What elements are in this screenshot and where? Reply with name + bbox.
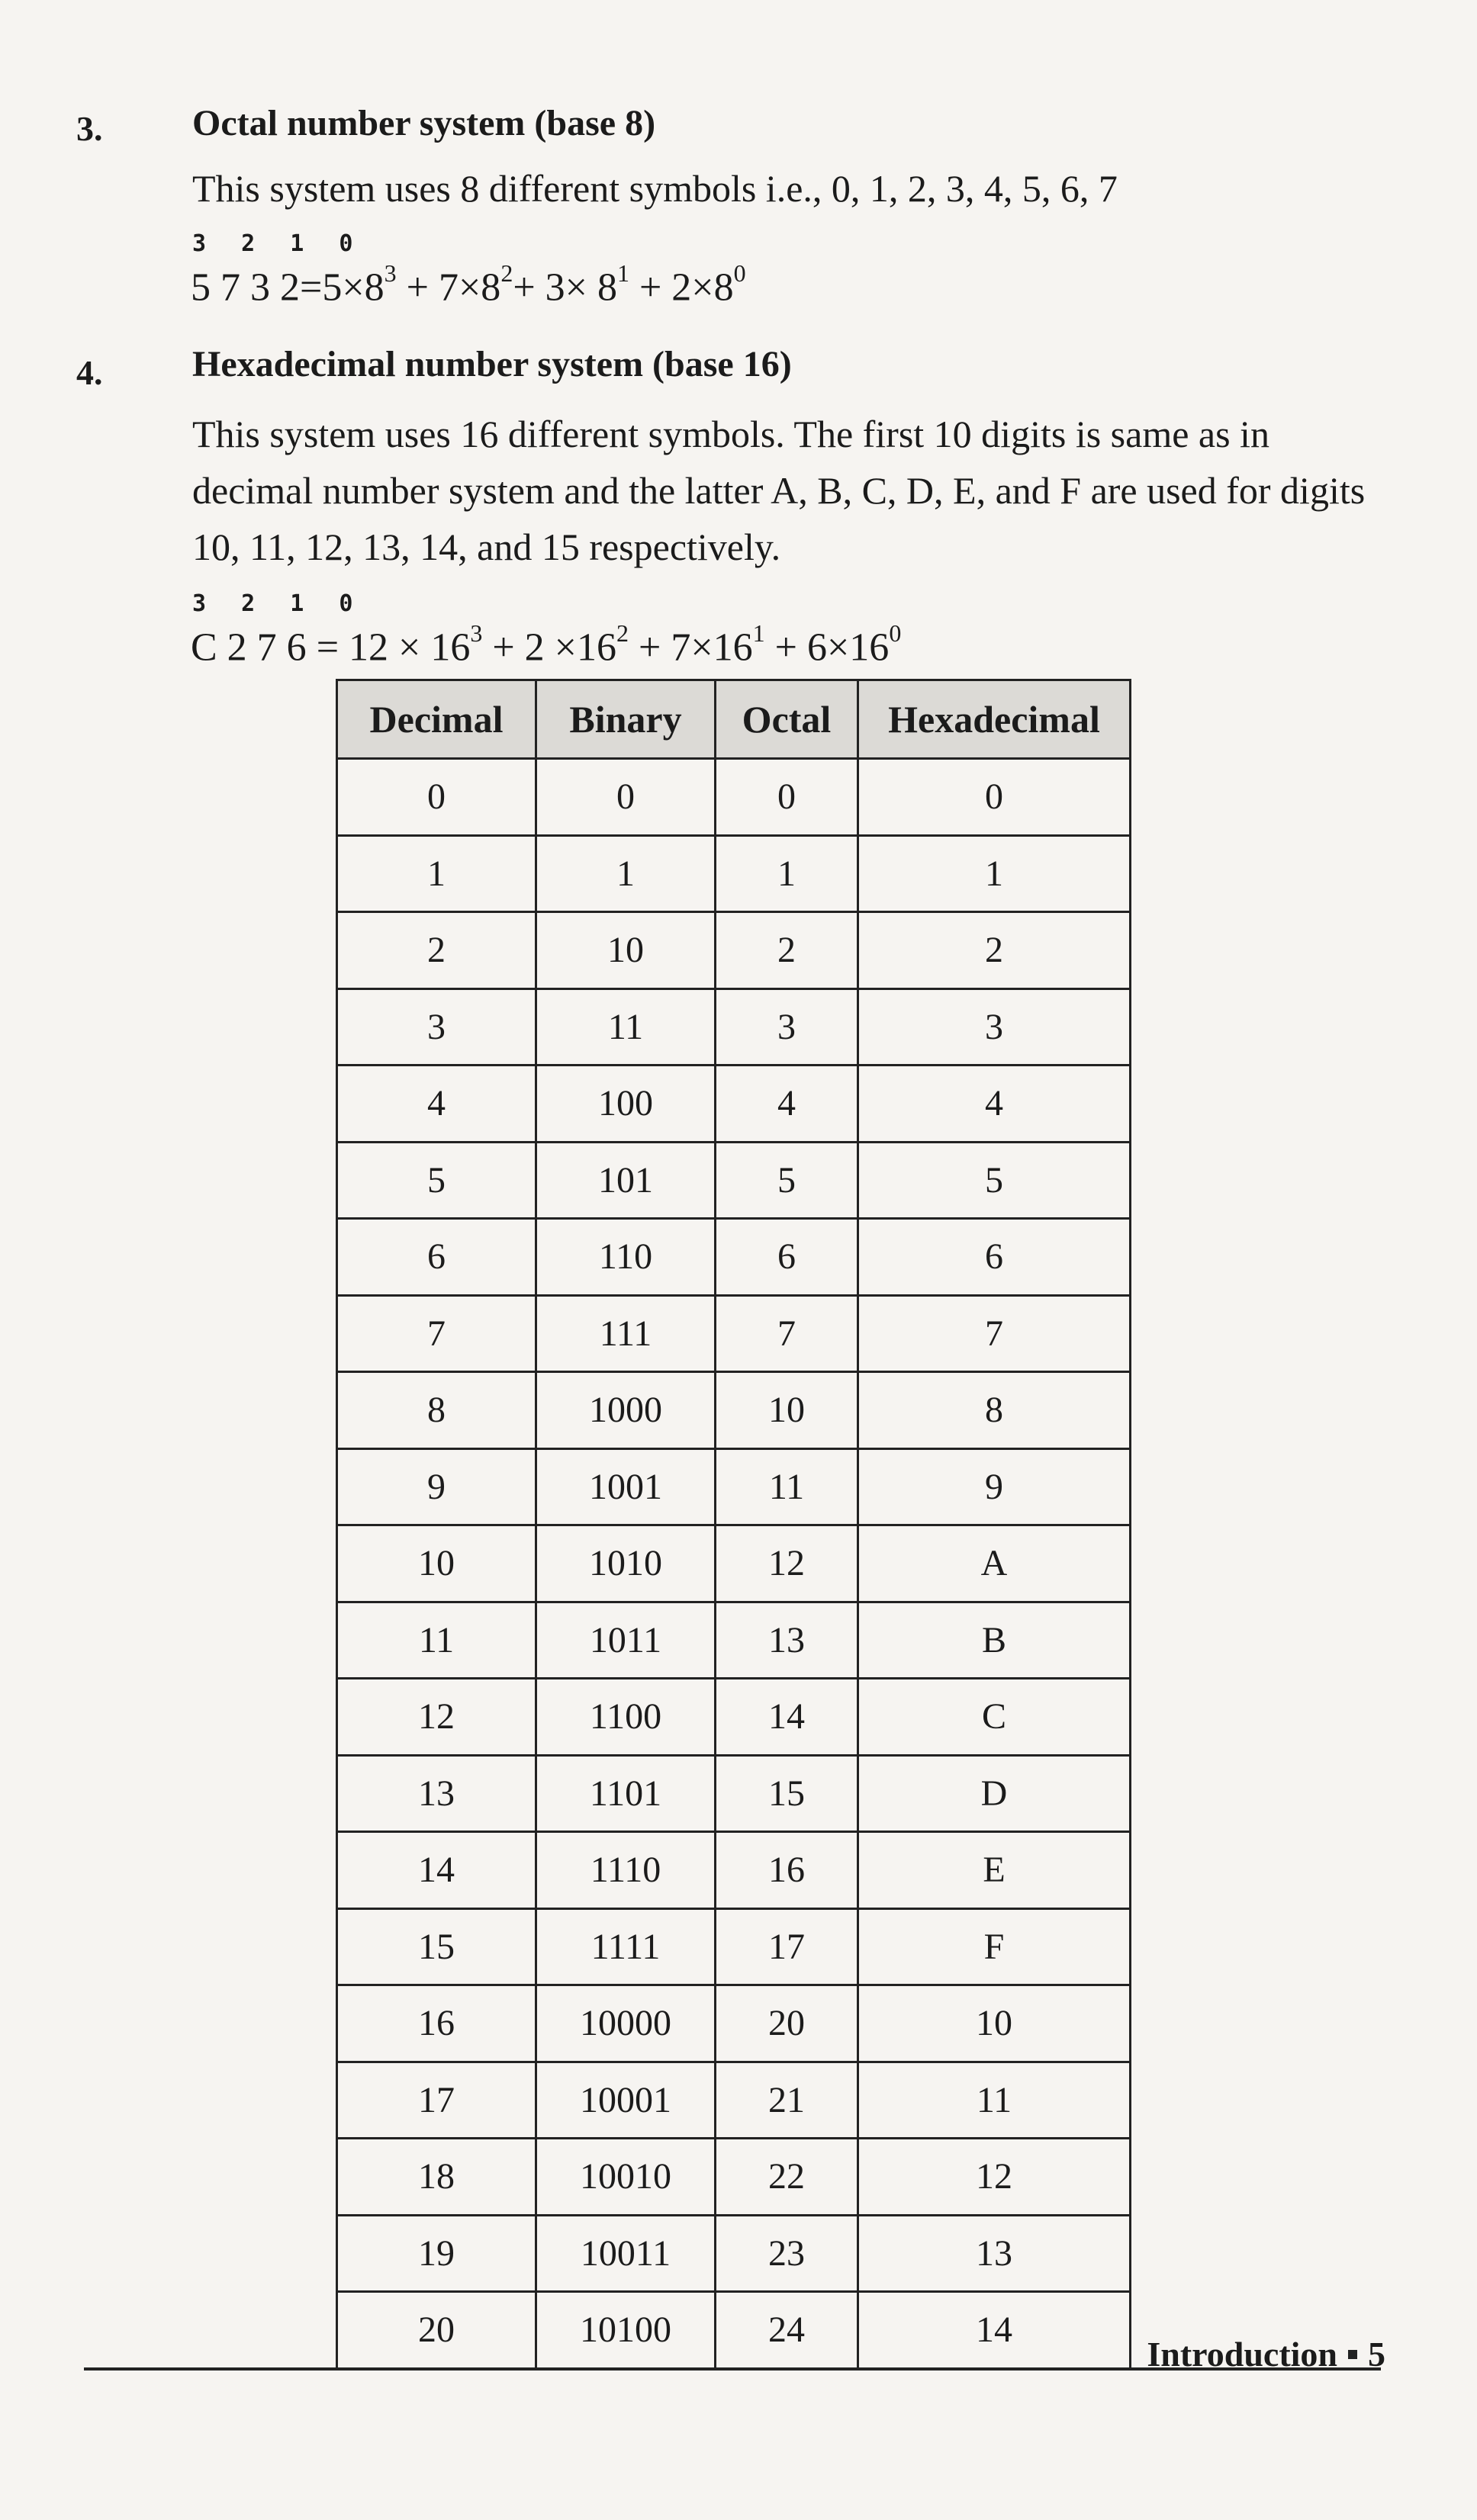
table-row — [337, 912, 1131, 989]
decimal-cell: 19 — [337, 2215, 536, 2292]
hex-formula-term-3: + 7×16 — [629, 625, 753, 670]
binary-cell: 1011 — [536, 1602, 716, 1679]
octal-section-number: 3. — [76, 109, 103, 148]
binary-cell: 10011 — [536, 2215, 716, 2292]
page-footer — [1147, 2334, 1385, 2374]
table-row — [337, 2139, 1131, 2216]
octal-formula-exp-2: 2 — [500, 259, 513, 287]
hex-section-title: Hexadecimal number system (base 16) — [192, 344, 792, 384]
table-row — [337, 1525, 1131, 1602]
hex-formula-exp-2: 2 — [616, 619, 629, 647]
table-row — [337, 759, 1131, 836]
binary-cell: 10 — [536, 912, 716, 989]
number-system-conversion-table — [336, 679, 1131, 2370]
octal-description: This system uses 8 different symbols i.e., 0, 1, 2, 3, 4, 5, 6, 7 — [192, 167, 1118, 210]
octal-cell: 22 — [716, 2139, 858, 2216]
decimal-cell: 11 — [337, 1602, 536, 1679]
decimal-cell: 2 — [337, 912, 536, 989]
decimal-cell: 16 — [337, 1985, 536, 2062]
hex-expansion-formula — [191, 619, 902, 670]
hex-section-number: 4. — [76, 353, 103, 392]
binary-cell: 110 — [536, 1219, 716, 1296]
octal-formula-exp-1: 3 — [384, 259, 397, 287]
hex-formula-exp-3: 1 — [752, 619, 765, 647]
binary-cell: 0 — [536, 759, 716, 836]
hex-formula-term-4: + 6×16 — [764, 625, 890, 670]
hex-cell: A — [858, 1525, 1131, 1602]
footer-page-number: 5 — [1368, 2335, 1385, 2374]
table-row — [337, 1985, 1131, 2062]
octal-cell: 2 — [716, 912, 858, 989]
octal-cell: 23 — [716, 2215, 858, 2292]
octal-cell: 16 — [716, 1832, 858, 1909]
octal-formula-exp-4: 0 — [733, 259, 746, 287]
hex-cell: 1 — [858, 835, 1131, 912]
header-hexadecimal: Hexadecimal — [858, 680, 1131, 759]
hex-formula-exp-4: 0 — [889, 619, 902, 647]
decimal-cell: 7 — [337, 1295, 536, 1372]
hex-cell: 14 — [858, 2292, 1131, 2369]
octal-formula-term-2: + 7×8 — [396, 265, 501, 310]
octal-section-title: Octal number system (base 8) — [192, 103, 656, 143]
octal-cell: 11 — [716, 1448, 858, 1525]
decimal-cell: 18 — [337, 2139, 536, 2216]
hex-position-labels: 3 2 1 0 — [192, 590, 364, 617]
octal-cell: 10 — [716, 1372, 858, 1449]
binary-cell: 11 — [536, 988, 716, 1066]
binary-cell: 111 — [536, 1295, 716, 1372]
table-row — [337, 1832, 1131, 1909]
hex-cell: 8 — [858, 1372, 1131, 1449]
hex-cell: 0 — [858, 759, 1131, 836]
hex-formula-lhs: C 2 7 6 — [191, 625, 307, 670]
table-row — [337, 1755, 1131, 1832]
hex-cell: C — [858, 1679, 1131, 1756]
hex-cell: 3 — [858, 988, 1131, 1066]
octal-cell: 13 — [716, 1602, 858, 1679]
binary-cell: 10001 — [536, 2062, 716, 2139]
octal-expansion-formula — [191, 259, 746, 310]
hex-cell: 12 — [858, 2139, 1131, 2216]
hex-cell: F — [858, 1908, 1131, 1985]
decimal-cell: 20 — [337, 2292, 536, 2369]
table-row — [337, 2062, 1131, 2139]
decimal-cell: 3 — [337, 988, 536, 1066]
hex-formula-term-2: + 2 ×16 — [482, 625, 616, 670]
octal-cell: 7 — [716, 1295, 858, 1372]
octal-formula-term-1: =5×8 — [300, 265, 385, 310]
decimal-cell: 15 — [337, 1908, 536, 1985]
hex-cell: 5 — [858, 1142, 1131, 1219]
table-row — [337, 2215, 1131, 2292]
hex-cell: 2 — [858, 912, 1131, 989]
octal-cell: 1 — [716, 835, 858, 912]
octal-cell: 21 — [716, 2062, 858, 2139]
binary-cell: 1100 — [536, 1679, 716, 1756]
decimal-cell: 14 — [337, 1832, 536, 1909]
decimal-cell: 0 — [337, 759, 536, 836]
binary-cell: 10100 — [536, 2292, 716, 2369]
octal-cell: 4 — [716, 1066, 858, 1143]
octal-cell: 24 — [716, 2292, 858, 2369]
hex-formula-exp-1: 3 — [470, 619, 483, 647]
decimal-cell: 5 — [337, 1142, 536, 1219]
hex-cell: 11 — [858, 2062, 1131, 2139]
octal-position-labels: 3 2 1 0 — [192, 230, 364, 257]
binary-cell: 1010 — [536, 1525, 716, 1602]
hex-formula-term-1: = 12 × 16 — [306, 625, 471, 670]
table-row — [337, 1295, 1131, 1372]
decimal-cell: 17 — [337, 2062, 536, 2139]
octal-cell: 14 — [716, 1679, 858, 1756]
decimal-cell: 12 — [337, 1679, 536, 1756]
table-body — [337, 759, 1131, 2369]
octal-cell: 3 — [716, 988, 858, 1066]
binary-cell: 1101 — [536, 1755, 716, 1832]
hex-cell: 4 — [858, 1066, 1131, 1143]
binary-cell: 10000 — [536, 1985, 716, 2062]
binary-cell: 100 — [536, 1066, 716, 1143]
binary-cell: 10010 — [536, 2139, 716, 2216]
hex-cell: 6 — [858, 1219, 1131, 1296]
octal-formula-exp-3: 1 — [616, 259, 629, 287]
decimal-cell: 4 — [337, 1066, 536, 1143]
hex-cell: E — [858, 1832, 1131, 1909]
decimal-cell: 13 — [337, 1755, 536, 1832]
table-row — [337, 1602, 1131, 1679]
octal-formula-lhs: 5 7 3 2 — [191, 265, 300, 310]
octal-cell: 20 — [716, 1985, 858, 2062]
square-bullet-icon — [1348, 2350, 1357, 2359]
octal-cell: 15 — [716, 1755, 858, 1832]
binary-cell: 1000 — [536, 1372, 716, 1449]
table-row — [337, 835, 1131, 912]
table-row — [337, 1372, 1131, 1449]
table-row — [337, 988, 1131, 1066]
octal-cell: 12 — [716, 1525, 858, 1602]
header-octal: Octal — [716, 680, 858, 759]
hex-cell: B — [858, 1602, 1131, 1679]
decimal-cell: 10 — [337, 1525, 536, 1602]
hex-cell: 10 — [858, 1985, 1131, 2062]
header-decimal: Decimal — [337, 680, 536, 759]
octal-formula-term-3: + 3× 8 — [513, 265, 617, 310]
table-header-row — [337, 680, 1131, 759]
hex-cell: 13 — [858, 2215, 1131, 2292]
header-binary: Binary — [536, 680, 716, 759]
table-row — [337, 1679, 1131, 1756]
footer-chapter-name: Introduction — [1147, 2335, 1337, 2374]
octal-cell: 17 — [716, 1908, 858, 1985]
hex-cell: 7 — [858, 1295, 1131, 1372]
decimal-cell: 9 — [337, 1448, 536, 1525]
binary-cell: 101 — [536, 1142, 716, 1219]
table-row — [337, 1908, 1131, 1985]
binary-cell: 1001 — [536, 1448, 716, 1525]
hex-cell: D — [858, 1755, 1131, 1832]
table-row — [337, 1066, 1131, 1143]
table-row — [337, 1219, 1131, 1296]
binary-cell: 1111 — [536, 1908, 716, 1985]
octal-cell: 5 — [716, 1142, 858, 1219]
binary-cell: 1 — [536, 835, 716, 912]
decimal-cell: 8 — [337, 1372, 536, 1449]
octal-cell: 0 — [716, 759, 858, 836]
hex-cell: 9 — [858, 1448, 1131, 1525]
decimal-cell: 1 — [337, 835, 536, 912]
octal-cell: 6 — [716, 1219, 858, 1296]
octal-formula-term-4: + 2×8 — [629, 265, 734, 310]
table-row — [337, 1142, 1131, 1219]
hex-description: This system uses 16 different symbols. The first 10 digits is same as in decimal number system and the latter A, B, C, D, E, and F are used for digits 10, 11, 12, 13, 14, and 15 respectively. — [192, 413, 1366, 568]
table-row — [337, 1448, 1131, 1525]
decimal-cell: 6 — [337, 1219, 536, 1296]
table-row — [337, 2292, 1131, 2369]
binary-cell: 1110 — [536, 1832, 716, 1909]
